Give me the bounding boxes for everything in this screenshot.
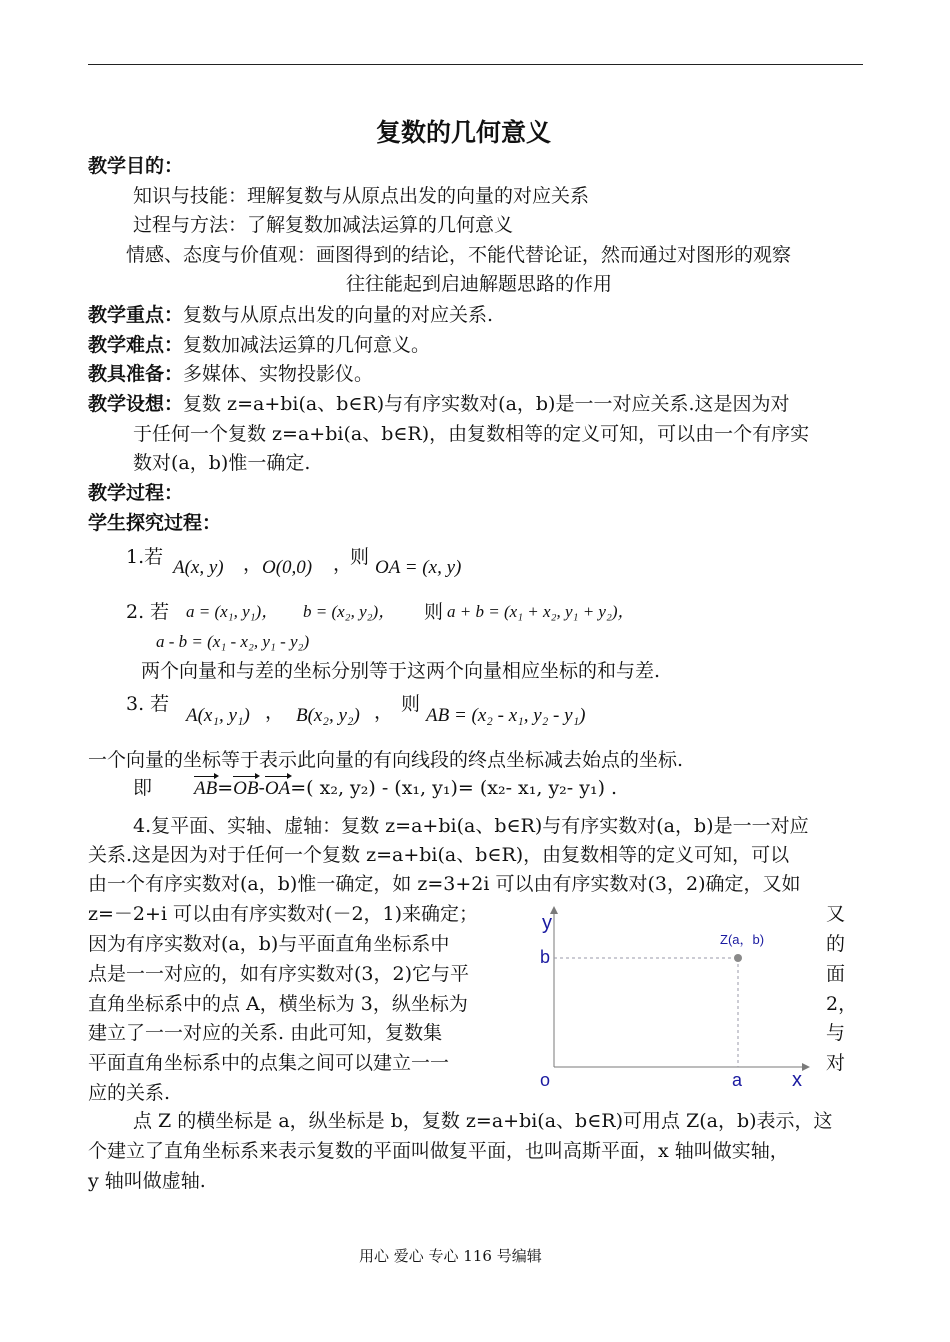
item2-difference: a - b = (x₁ - x₂, y₁ - y₂)	[156, 632, 310, 651]
item2-prefix: 2. 若	[126, 601, 170, 623]
item3-comma-2: ，	[374, 701, 394, 723]
item4-line-5: 因为有序实数对(a，b)与平面直角坐标系中	[88, 933, 450, 955]
objective-attitude-cont: 往往能起到启迪解题思路的作用	[346, 273, 613, 295]
footer: 用心 爱心 专心 116 号编辑	[359, 1247, 542, 1265]
item4-line-9: 平面直角坐标系中的点集之间可以建立一一	[88, 1052, 450, 1074]
point-z	[734, 954, 742, 962]
item4-right-5: 与	[826, 1022, 846, 1044]
item4-para-2: 个建立了直角坐标系来表示复数的平面叫做复平面，也叫高斯平面，x 轴叫做实轴，	[88, 1140, 789, 1162]
item1-comma: ，	[243, 553, 263, 575]
diff-label: 教学难点：	[88, 334, 184, 356]
item1-then: 则	[350, 546, 370, 568]
explore-heading: 学生探究过程：	[88, 512, 222, 534]
item3-result: AB = (x₂ - x₁, y₂ - y₁)	[426, 705, 586, 726]
vector-ab: AB	[194, 778, 218, 799]
origin-label: o	[540, 1070, 551, 1090]
tools	[88, 362, 373, 386]
item1-result: OA = (x, y)	[375, 557, 462, 578]
objectives-heading: 教学目的：	[88, 155, 184, 177]
item4-right-6: 对	[826, 1052, 846, 1074]
item4-right-1: 又	[826, 903, 846, 925]
item4-line-10: 应的关系.	[88, 1082, 171, 1104]
key-point	[88, 303, 493, 327]
tools-label: 教具准备：	[88, 363, 184, 385]
item1-point-a: A(x, y)	[173, 557, 224, 578]
item3-equation: 即 AB=OB-OA=( x₂, y₂) - (x₁, y₁)= (x₂- x₁, y₂- y₁) .	[133, 777, 618, 799]
x-axis-arrow	[802, 1063, 810, 1071]
item4-line-3: 由一个有序实数对(a，b)惟一确定，如 z=3+2i 可以由有序实数对(3，2)确定，又如	[88, 873, 801, 895]
diff-text: 复数加减法运算的几何意义。	[183, 334, 431, 356]
item3-then: 则	[401, 693, 421, 715]
item4-line-2: 关系.这是因为对于任何一个复数 z=a+bi(a、b∈R)，由复数相等的定义可知，可以	[88, 844, 790, 866]
item1-point-o: O(0,0)	[262, 557, 313, 578]
objective-attitude: 情感、态度与价值观：画图得到的结论，不能代替论证，然而通过对图形的观察	[126, 244, 792, 266]
item4-para-1: 点 Z 的横坐标是 a，纵坐标是 b，复数 z=a+bi(a、b∈R)可用点 Z(a，b)表示，这	[133, 1110, 833, 1132]
item4-line-1: 4.复平面、实轴、虚轴：复数 z=a+bi(a、b∈R)与有序实数对(a，b)是一一对应	[133, 815, 809, 837]
item2-vector-b: b = (x₂, y₂)，	[303, 602, 396, 621]
idea-line-1: 复数 z=a+bi(a、b∈R)与有序实数对(a，b)是一一对应关系.这是因为对	[183, 393, 790, 415]
item3-comma: ，	[265, 701, 285, 723]
item3-ji: 即	[133, 777, 153, 799]
idea-label: 教学设想：	[88, 393, 184, 415]
item3-prefix: 3. 若	[126, 693, 170, 715]
objective-process: 过程与方法：了解复数加减法运算的几何意义	[133, 214, 514, 236]
header-rule	[88, 64, 863, 65]
item4-right-4: 2，	[826, 993, 858, 1015]
key-text: 复数与从原点出发的向量的对应关系.	[183, 304, 494, 326]
item4-right-2: 的	[826, 933, 846, 955]
item2-sum: a + b = (x₁ + x₂, y₁ + y₂)，	[447, 602, 635, 621]
b-label: b	[540, 947, 551, 967]
process-heading: 教学过程：	[88, 482, 184, 504]
y-axis-label: y	[542, 912, 552, 934]
page-title: 复数的几何意义	[376, 118, 552, 147]
item4-line-4: z=－2+i 可以由有序实数对(－2，1)来确定；	[88, 903, 479, 925]
item4-line-6: 点是一一对应的，如有序实数对(3，2)它与平	[88, 963, 470, 985]
item1-comma-2: ，	[333, 553, 353, 575]
key-label: 教学重点：	[88, 304, 184, 326]
complex-plane-graph	[530, 906, 820, 1096]
difficulty	[88, 333, 430, 357]
teaching-idea	[88, 392, 790, 416]
x-axis-label: x	[792, 1069, 802, 1091]
a-label: a	[732, 1070, 743, 1090]
item3-point-b: B(x₂, y₂)	[296, 705, 360, 726]
vector-ob: OB	[233, 778, 259, 799]
complex-plane-svg	[530, 906, 820, 1096]
item3-point-a: A(x₁, y₁)	[186, 705, 250, 726]
item4-line-8: 建立了一一对应的关系. 由此可知，复数集	[88, 1022, 443, 1044]
item3-note: 一个向量的坐标等于表示此向量的有向线段的终点坐标减去始点的坐标.	[88, 749, 684, 771]
item4-para-3: y 轴叫做虚轴.	[88, 1170, 206, 1192]
item4-right-3: 面	[826, 963, 846, 985]
idea-line-2: 于任何一个复数 z=a+bi(a、b∈R)，由复数相等的定义可知，可以由一个有序实	[133, 423, 810, 445]
item4-line-7: 直角坐标系中的点 A，横坐标为 3，纵坐标为	[88, 993, 468, 1015]
vector-oa: OA	[264, 778, 291, 799]
tools-text: 多媒体、实物投影仪。	[183, 363, 374, 385]
item3-eq-text: =( x₂, y₂) - (x₁, y₁)= (x₂- x₁, y₂- y₁) .	[290, 777, 618, 799]
item1-prefix: 1.若	[126, 546, 164, 568]
item2-note: 两个向量和与差的坐标分别等于这两个向量相应坐标的和与差.	[141, 660, 661, 682]
item2-vector-a: a = (x₁, y₁)，	[186, 602, 279, 621]
objective-knowledge: 知识与技能：理解复数与从原点出发的向量的对应关系	[133, 185, 590, 207]
idea-line-3: 数对(a，b)惟一确定.	[133, 452, 311, 474]
point-z-label: Z(a，b)	[720, 932, 765, 947]
item2-then: 则	[424, 601, 444, 623]
